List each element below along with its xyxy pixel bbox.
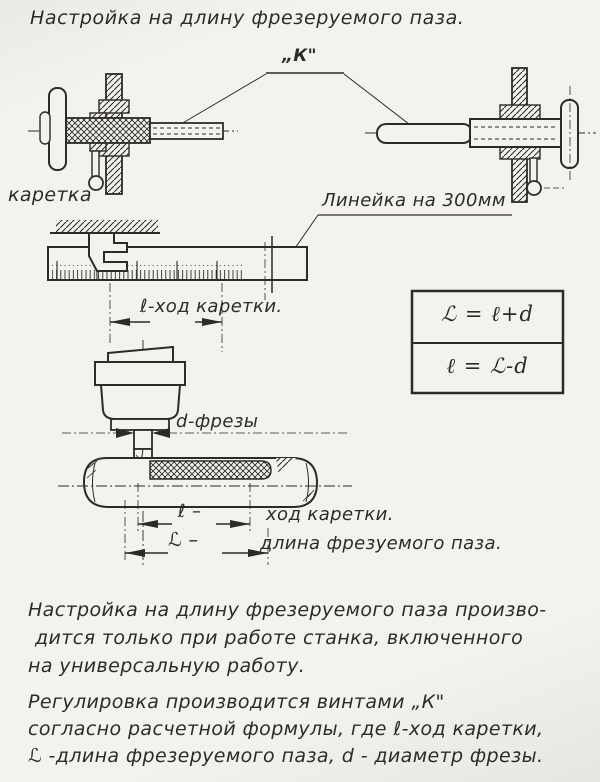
note-1-line-2: дится только при работе станка, включенного (35, 627, 524, 649)
ball-handle-right (527, 181, 541, 195)
carriage-label: каретка (8, 184, 92, 206)
dim-arrow (110, 318, 130, 326)
note-2-line-3: ℒ -длина фрезеруемого паза, d - диаметр фрезы. (28, 745, 544, 767)
slot-length-label: длина фрезуемого паза. (260, 533, 503, 554)
screw-rod-right (377, 124, 472, 143)
k-screw-label: „К" (282, 46, 317, 66)
spindle-body (101, 385, 180, 419)
note-paragraph-1 (28, 596, 547, 680)
adjust-pin-left (92, 151, 99, 177)
ruler-label: Линейка на 300мм (322, 190, 506, 211)
formula-row-1: ℒ = ℓ+d (441, 302, 534, 326)
screw-sleeve-left (64, 118, 150, 143)
carriage-pointer-hook (89, 233, 127, 271)
ruler-scale (52, 265, 242, 279)
milled-slot (150, 461, 271, 479)
slot-travel-symbol: ℓ – (178, 501, 202, 522)
carriage-screw-right-view (365, 68, 596, 202)
fixed-surface-hatch (56, 220, 158, 233)
note-2-line-1: Регулировка производится винтами „К" (28, 691, 445, 713)
handwheel-left (49, 88, 66, 170)
screw-sleeve-right (470, 119, 562, 147)
carriage-travel-dim-label: ℓ-ход каретки. (140, 296, 283, 317)
slot-length-symbol: ℒ – (168, 529, 199, 551)
dim-arrow (202, 318, 222, 326)
note-1-line-3: на универсальную работу. (28, 655, 306, 677)
handwheel-right (561, 100, 578, 168)
cutter-shank (134, 430, 152, 449)
cutter-diameter-label: d-фрезы (176, 411, 259, 432)
slot-travel-label: ход каретки. (266, 504, 394, 525)
note-paragraph-2 (28, 689, 543, 770)
dim-arrow (138, 520, 158, 528)
formula-row-2: ℓ = ℒ-d (446, 354, 529, 378)
ruler-assembly (48, 220, 307, 352)
page-title: Настройка на длину фрезеруемого паза. (30, 7, 465, 29)
adjust-pin-right (530, 158, 537, 182)
dim-arrow (125, 549, 145, 557)
note-1-line-1: Настройка на длину фрезеруемого паза произво- (28, 599, 547, 621)
carriage-screw-left-view (28, 74, 238, 194)
dim-arrow (230, 520, 250, 528)
screw-rod-left (150, 123, 223, 139)
ruler-leader-line (284, 215, 512, 264)
note-2-line-2: согласно расчетной формулы, где ℓ-ход каретки, (28, 718, 544, 740)
